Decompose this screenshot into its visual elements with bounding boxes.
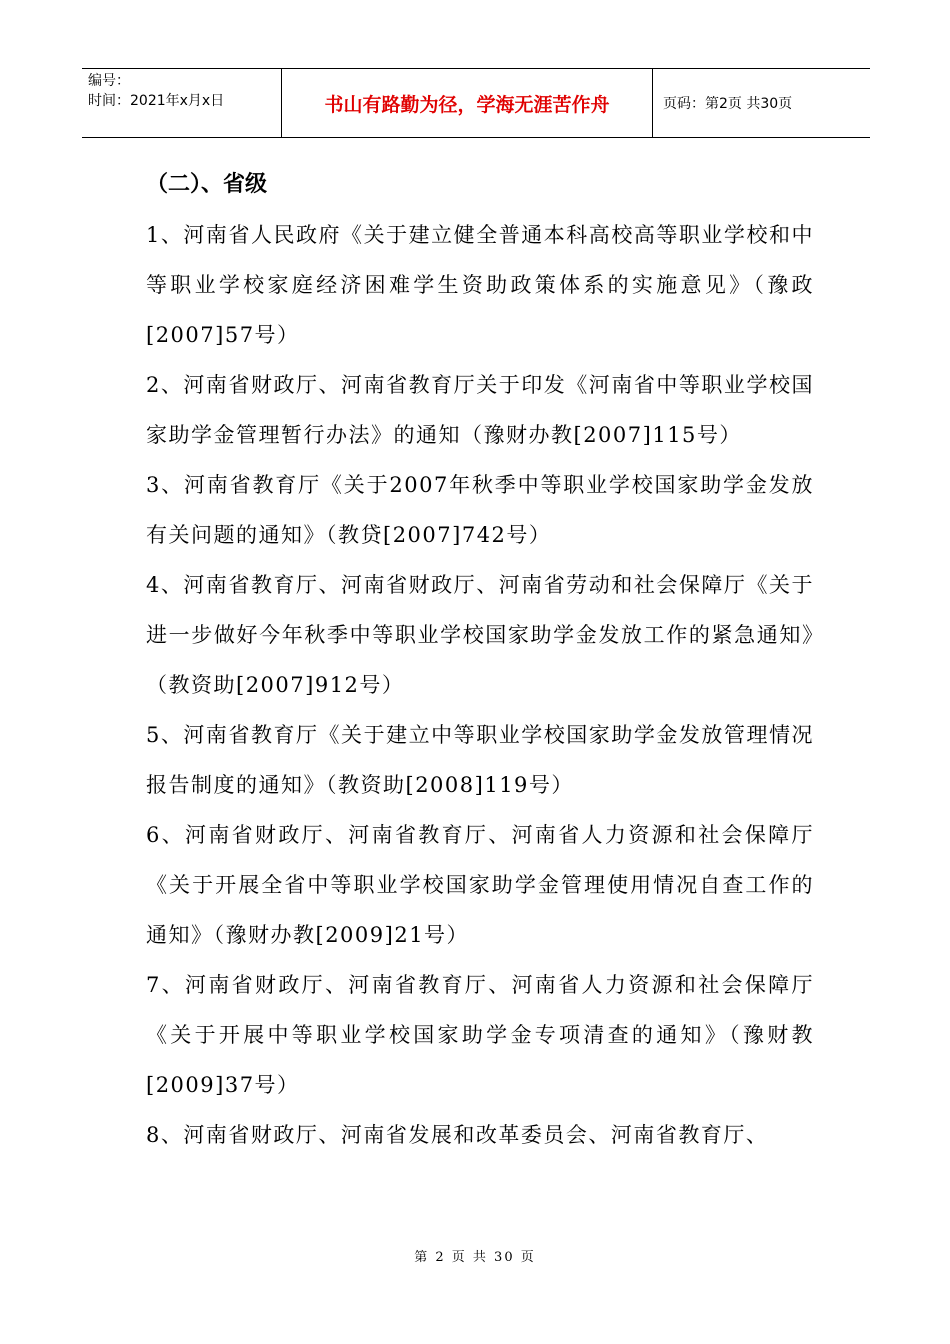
- list-item-6: 6、河南省财政厅、河南省教育厅、河南省人力资源和社会保障厅《关于开展全省中等职业学校国家助学金管理使用情况自查工作的通知》（豫财办教[2009]21号）: [146, 823, 814, 947]
- document-body: [146, 160, 814, 1160]
- page-footer: 第 2 页 共 30 页: [414, 1250, 536, 1265]
- header-table: [82, 68, 870, 138]
- list-item-7: 7、河南省财政厅、河南省教育厅、河南省人力资源和社会保障厅《关于开展中等职业学校国家助学金专项清查的通知》（豫财教[2009]37号）: [146, 973, 814, 1097]
- header-left-cell: [82, 69, 282, 137]
- list-item-4: 4、河南省教育厅、河南省财政厅、河南省劳动和社会保障厅《关于进一步做好今年秋季中等职业学校国家助学金发放工作的紧急通知》（教资助[2007]912号）: [146, 573, 814, 697]
- document-number-label: 编号：: [88, 73, 130, 89]
- list-item-5: 5、河南省教育厅《关于建立中等职业学校国家助学金发放管理情况报告制度的通知》（教资助[2008]119号）: [146, 723, 814, 797]
- header-motto: 书山有路勤为径，学海无涯苦作舟: [282, 69, 653, 137]
- document-date: 时间：2021年x月x日: [88, 93, 225, 109]
- list-item-2: 2、河南省财政厅、河南省教育厅关于印发《河南省中等职业学校国家助学金管理暂行办法》的通知（豫财办教[2007]115号）: [146, 373, 814, 447]
- list-item-8: 8、河南省财政厅、河南省发展和改革委员会、河南省教育厅、: [146, 1123, 769, 1147]
- header-page-info: 页码：第2页 共30页: [663, 96, 793, 112]
- section-title: （二）、省级: [146, 172, 268, 197]
- list-item-1: 1、河南省人民政府《关于建立健全普通本科高校高等职业学校和中等职业学校家庭经济困难学生资助政策体系的实施意见》（豫政[2007]57号）: [146, 223, 814, 347]
- list-item-3: 3、河南省教育厅《关于2007年秋季中等职业学校国家助学金发放有关问题的通知》（教贷[2007]742号）: [146, 473, 814, 547]
